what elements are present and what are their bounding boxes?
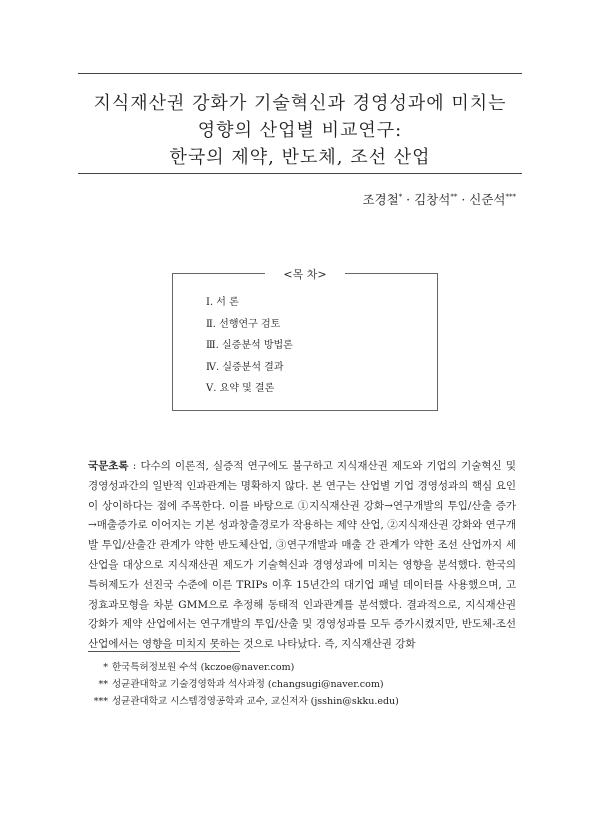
author-list: [362, 190, 516, 208]
footnote-mark: *: [103, 662, 108, 673]
footnotes: [86, 659, 399, 710]
footnote-text: 성균관대학교 기술경영학과 석사과정 (changsugi@naver.com): [112, 679, 384, 690]
footnote: [86, 693, 399, 710]
footnote-rule: [88, 651, 240, 652]
toc-item: Ⅲ. 실증분석 방법론: [206, 340, 293, 351]
footnote-text: 한국특허정보원 수석 (kczoe@naver.com): [112, 662, 295, 673]
author-2: 김창석: [414, 192, 451, 207]
footnote-mark: ***: [93, 696, 108, 707]
toc-item: Ⅳ. 실증분석 결과: [206, 361, 284, 373]
paper-title: [70, 90, 530, 171]
author-separator: ·: [402, 192, 415, 207]
author-1: 조경철: [362, 192, 399, 207]
author-3-mark: ***: [505, 192, 516, 201]
author-2-mark: **: [450, 192, 458, 201]
footnote: [86, 659, 399, 676]
toc-item: Ⅱ. 선행연구 검토: [206, 318, 281, 330]
title-top-rule: [78, 73, 522, 74]
footnote: [86, 676, 399, 693]
abstract-text: : 다수의 이론적, 실증적 연구에도 불구하고 지식재산권 제도와 기업의 기술혁신 및 경영성과간의 일반적 인과관계는 명확하지 않다. 본 연구는 산업별 기업 경영성과의 핵심 요인이 상이하다는 점에 주목한다. 이를 바탕으로 ①지식재산권 강화→연구개발의 투입/산출 증가→매출증가로 이어지는 기본 성과창출경로가 작용하는 제약 산업, ②지식재산권 강화와 연구개발 투입/산출간 관계가 약한 반도체산업, ③연구개발과 매출 간 관계가 약한 조선 산업까지 세 산업을 대상으로 지식재산권 제도가 기술혁신과 경영성과에 미치는 영향을 분석했다. 한국의 특허제도가 선진국 수준에 이른 TRIPs 이후 15년간의 대기업 패널 데이터를 사용했으며, 고정효과모형을 차분 GMM으로 추정해 동태적 인과관계를 분석했다. 결과적으로, 지식재산권 강화가 제약 산업에서는 연구개발의 투입/산출 및 경영성과를 모두 증가시켰지만, 반도체-조선 산업에서는 영향을 미치지 못하는 것으로 나타났다. 즉, 지식재산권 강화: [88, 460, 516, 651]
author-1-mark: *: [398, 192, 403, 201]
author-3: 신준석: [469, 192, 506, 207]
title-line-3: 한국의 제약, 반도체, 조선 산업: [169, 147, 431, 168]
title-line-1: 지식재산권 강화가 기술혁신과 경영성과에 미치는: [93, 93, 507, 114]
title-line-2: 영향의 산업별 비교연구:: [197, 120, 403, 141]
toc-list: [206, 292, 293, 400]
korean-abstract: [88, 457, 516, 655]
footnote-text: 성균관대학교 시스템경영공학과 교수, 교신저자 (jsshin@skku.edu): [112, 696, 399, 707]
toc-heading: <목 차>: [265, 266, 345, 282]
toc-item: Ⅰ. 서 론: [206, 297, 239, 308]
title-bottom-rule: [78, 173, 522, 174]
abstract-label: 국문초록: [88, 460, 129, 472]
toc-item: Ⅴ. 요약 및 결론: [206, 383, 275, 394]
author-separator: ·: [457, 192, 470, 207]
footnote-mark: **: [98, 679, 108, 690]
